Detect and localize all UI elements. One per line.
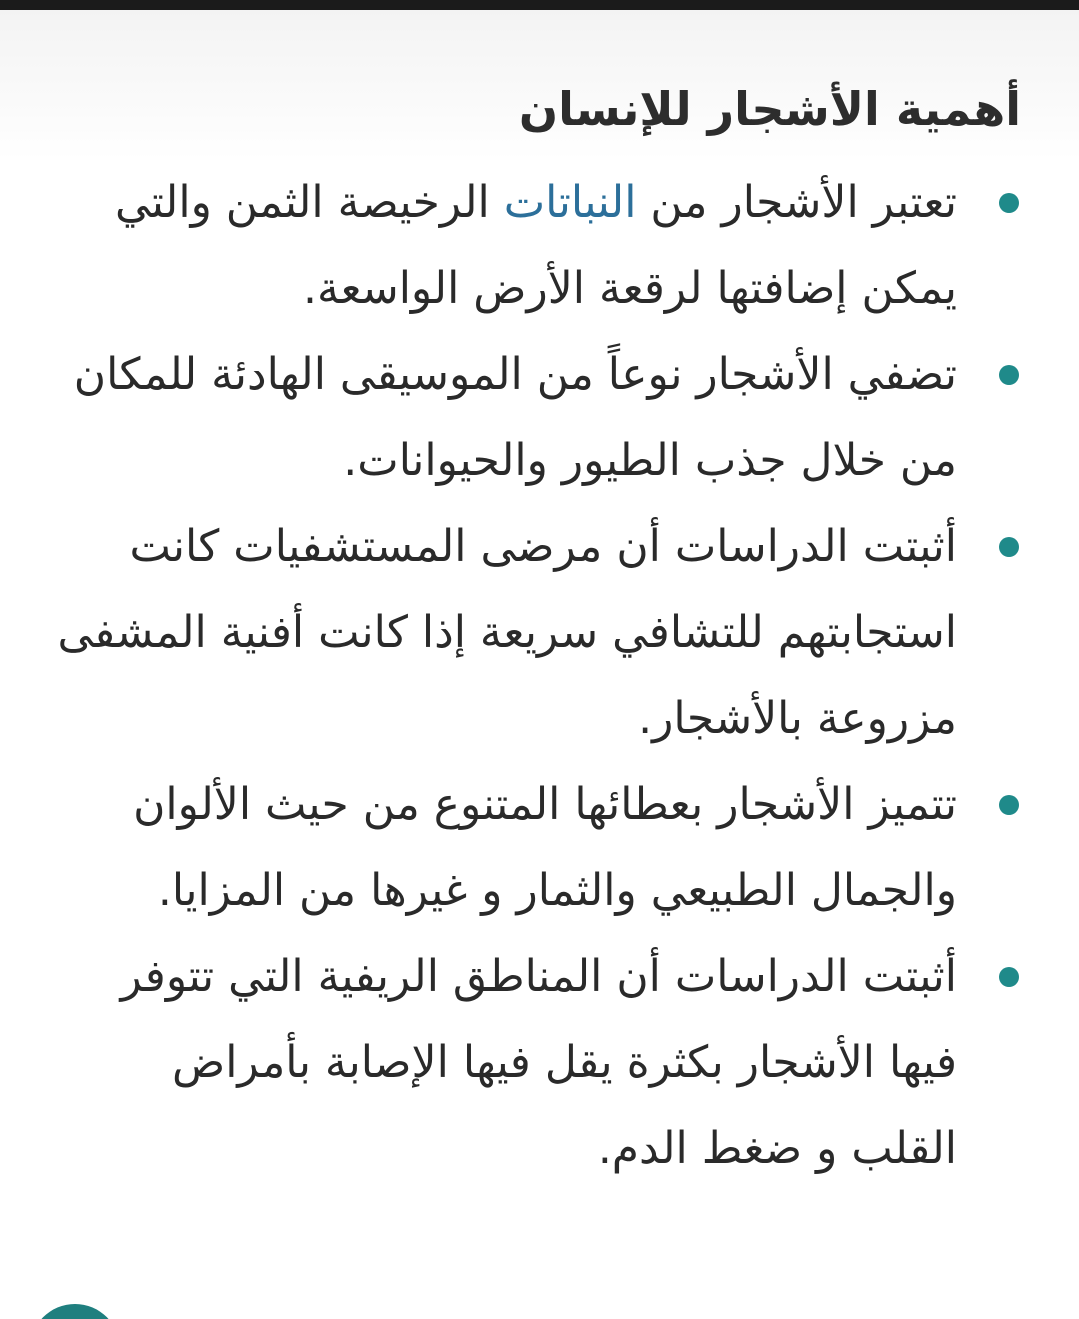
bullet-icon [999,795,1019,815]
bullet-icon [999,193,1019,213]
list-item-text-start: تعتبر الأشجار من [636,177,957,228]
list-item [57,504,957,762]
bullet-icon [999,537,1019,557]
benefits-list [57,160,957,1192]
list-item-text-end: الرخيصة الثمن والتي يمكن إضافتها لرقعة الأرض الواسعة. [114,177,957,314]
list-item-text: أثبتت الدراسات أن مرضى المستشفيات كانت استجابتهم للتشافي سريعة إذا كانت أفنية المشفى مزروعة بالأشجار. [57,521,957,744]
list-item-text: تتميز الأشجار بعطائها المتنوع من حيث الألوان والجمال الطبيعي والثمار و غيرها من المزايا. [133,779,957,916]
floating-action-button[interactable] [30,1304,120,1319]
bullet-icon [999,967,1019,987]
section-header [0,10,1079,160]
list-item [57,762,957,934]
list-item [57,160,957,332]
status-bar-edge [0,0,1079,10]
list-item-text: تضفي الأشجار نوعاً من الموسيقى الهادئة للمكان من خلال جذب الطيور والحيوانات. [73,349,957,486]
plants-link[interactable]: النباتات [503,177,637,228]
bullet-icon [999,365,1019,385]
section-title: أهمية الأشجار للإنسان [518,82,1021,136]
article-content [57,160,957,1192]
list-item-text: أثبتت الدراسات أن المناطق الريفية التي تتوفر فيها الأشجار بكثرة يقل فيها الإصابة بأمراض القلب و ضغط الدم. [120,951,957,1174]
list-item [57,332,957,504]
list-item [57,934,957,1192]
